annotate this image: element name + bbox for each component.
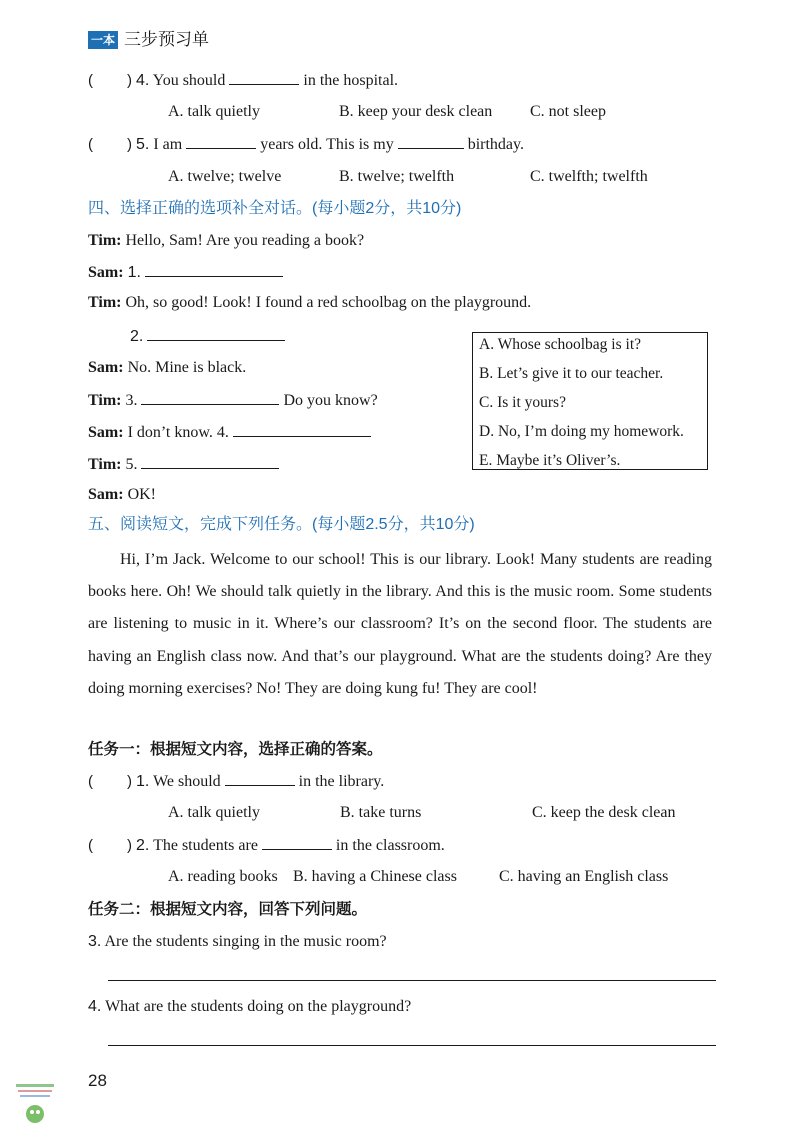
task-2-title: 任务二：根据短文内容，回答下列问题。 [88, 901, 368, 918]
dialogue-line-6 [88, 390, 378, 411]
answer-bracket-open: ( [88, 72, 93, 89]
question-number: 1. [136, 773, 150, 790]
blank-number: 1. [127, 264, 141, 281]
question-text: What are the students doing on the playground? [105, 998, 412, 1015]
option-item[interactable]: B. Let’s give it to our teacher. [479, 365, 664, 382]
option-c[interactable]: C. not sleep [530, 103, 606, 120]
question-text: We should [153, 773, 221, 790]
answer-bracket-open: ( [88, 136, 93, 153]
answer-bracket-close: ) [127, 72, 132, 89]
answer-bracket-open: ( [88, 773, 93, 790]
question-text: I am [153, 136, 183, 153]
option-b[interactable]: B. take turns [340, 804, 422, 821]
dialogue-line-8 [88, 454, 279, 475]
question-text: Are the students singing in the music room? [104, 933, 387, 950]
dialogue-text: Hello, Sam! Are you reading a book? [125, 232, 365, 249]
task-2-question-3 [88, 932, 387, 952]
speaker-sam: Sam: [88, 424, 124, 441]
blank-number: 3. [125, 392, 138, 409]
answer-bracket-open: ( [88, 837, 93, 854]
option-b[interactable]: B. twelve; twelfth [339, 168, 455, 185]
dialogue-blank-2[interactable] [147, 326, 285, 341]
question-text: The students are [153, 837, 258, 854]
fill-blank[interactable] [262, 835, 332, 850]
dialogue-blank-4[interactable] [233, 422, 371, 437]
question-text: birthday. [467, 136, 524, 153]
answer-bracket-close: ) [127, 773, 132, 790]
question-number: 4. [88, 998, 102, 1015]
option-a[interactable]: A. talk quietly [168, 804, 260, 821]
question-text: years old. This is my [260, 136, 394, 153]
speaker-tim: Tim: [88, 392, 122, 409]
fill-blank[interactable] [229, 70, 299, 85]
speaker-sam: Sam: [88, 359, 124, 376]
option-c[interactable]: C. twelfth; twelfth [530, 168, 648, 185]
answer-bracket-close: ) [127, 136, 132, 153]
question-text: You should [152, 72, 226, 89]
reading-passage [88, 544, 712, 705]
speaker-tim: Tim: [88, 456, 122, 473]
speaker-sam: Sam: [88, 486, 124, 503]
question-number: 4. [136, 72, 150, 89]
option-item[interactable]: A. Whose schoolbag is it? [479, 336, 642, 353]
question-4 [88, 70, 398, 91]
dialogue-blank-5[interactable] [141, 454, 279, 469]
task-1-question-2 [88, 835, 445, 856]
corner-stamp-icon [14, 1082, 56, 1128]
option-item[interactable]: D. No, I’m doing my homework. [479, 423, 684, 440]
option-a[interactable]: A. twelve; twelve [168, 168, 282, 185]
option-b[interactable]: B. keep your desk clean [339, 103, 493, 120]
question-5 [88, 134, 524, 155]
dialogue-text: OK! [127, 486, 156, 503]
task-1-title: 任务一：根据短文内容，选择正确的答案。 [88, 741, 383, 758]
dialogue-text: I don’t know. 4. [127, 424, 229, 441]
option-item[interactable]: E. Maybe it’s Oliver’s. [479, 452, 621, 469]
fill-blank[interactable] [398, 134, 464, 149]
page-number: 28 [88, 1071, 107, 1090]
header-title: 三步预习单 [124, 30, 209, 49]
answer-bracket-close: ) [127, 837, 132, 854]
fill-blank[interactable] [225, 771, 295, 786]
fill-blank[interactable] [186, 134, 256, 149]
dialogue-line-5 [88, 358, 246, 378]
option-c[interactable]: C. having an English class [499, 868, 669, 885]
answer-line-3[interactable] [108, 980, 716, 981]
question-number: 2. [136, 837, 150, 854]
dialogue-text: Do you know? [283, 392, 378, 409]
option-c[interactable]: C. keep the desk clean [532, 804, 676, 821]
dialogue-options-box [472, 332, 708, 470]
dialogue-line-3 [88, 293, 531, 313]
dialogue-text: Oh, so good! Look! I found a red schoolbag on the playground. [125, 294, 532, 311]
answer-line-4[interactable] [108, 1045, 716, 1046]
task-1-question-1 [88, 771, 384, 792]
speaker-tim: Tim: [88, 232, 122, 249]
question-text: in the classroom. [335, 837, 445, 854]
section-4-title: 四、选择正确的选项补全对话。(每小题2分，共10分) [88, 200, 462, 217]
dialogue-blank-3[interactable] [141, 390, 279, 405]
option-a[interactable]: A. reading books [168, 868, 278, 885]
speaker-sam: Sam: [88, 264, 124, 281]
speaker-tim: Tim: [88, 294, 122, 311]
passage-text: Hi, I’m Jack. Welcome to our school! This is our library. Look! Many students are reading books here. Oh! We should talk quietly in the library. And this is the music room. Some students are listening to music in it. Where’s our classroom? It’s on the second floor. The students are having an English class now. And that’s our playground. What are the students doing? Are they doing morning exercises? No! They are doing kung fu! They are cool! [88, 551, 712, 697]
option-item[interactable]: C. Is it yours? [479, 394, 566, 411]
dialogue-line-7 [88, 422, 371, 443]
option-b[interactable]: B. having a Chinese class [293, 868, 457, 885]
dialogue-text: No. Mine is black. [127, 359, 247, 376]
dialogue-line-1 [88, 231, 364, 251]
dialogue-line-2 [88, 262, 283, 283]
section-5-title: 五、阅读短文，完成下列任务。(每小题2.5分，共10分) [88, 516, 475, 533]
task-2-question-4 [88, 997, 411, 1017]
blank-number: 2. [130, 328, 144, 345]
question-text: in the hospital. [303, 72, 399, 89]
dialogue-line-4 [130, 326, 285, 347]
blank-number: 5. [125, 456, 138, 473]
question-number: 3. [88, 933, 102, 950]
question-text: in the library. [298, 773, 385, 790]
dialogue-blank-1[interactable] [145, 262, 283, 277]
dialogue-line-9 [88, 485, 156, 505]
question-number: 5. [136, 136, 150, 153]
option-a[interactable]: A. talk quietly [168, 103, 260, 120]
brand-logo: 一本 [88, 31, 118, 49]
